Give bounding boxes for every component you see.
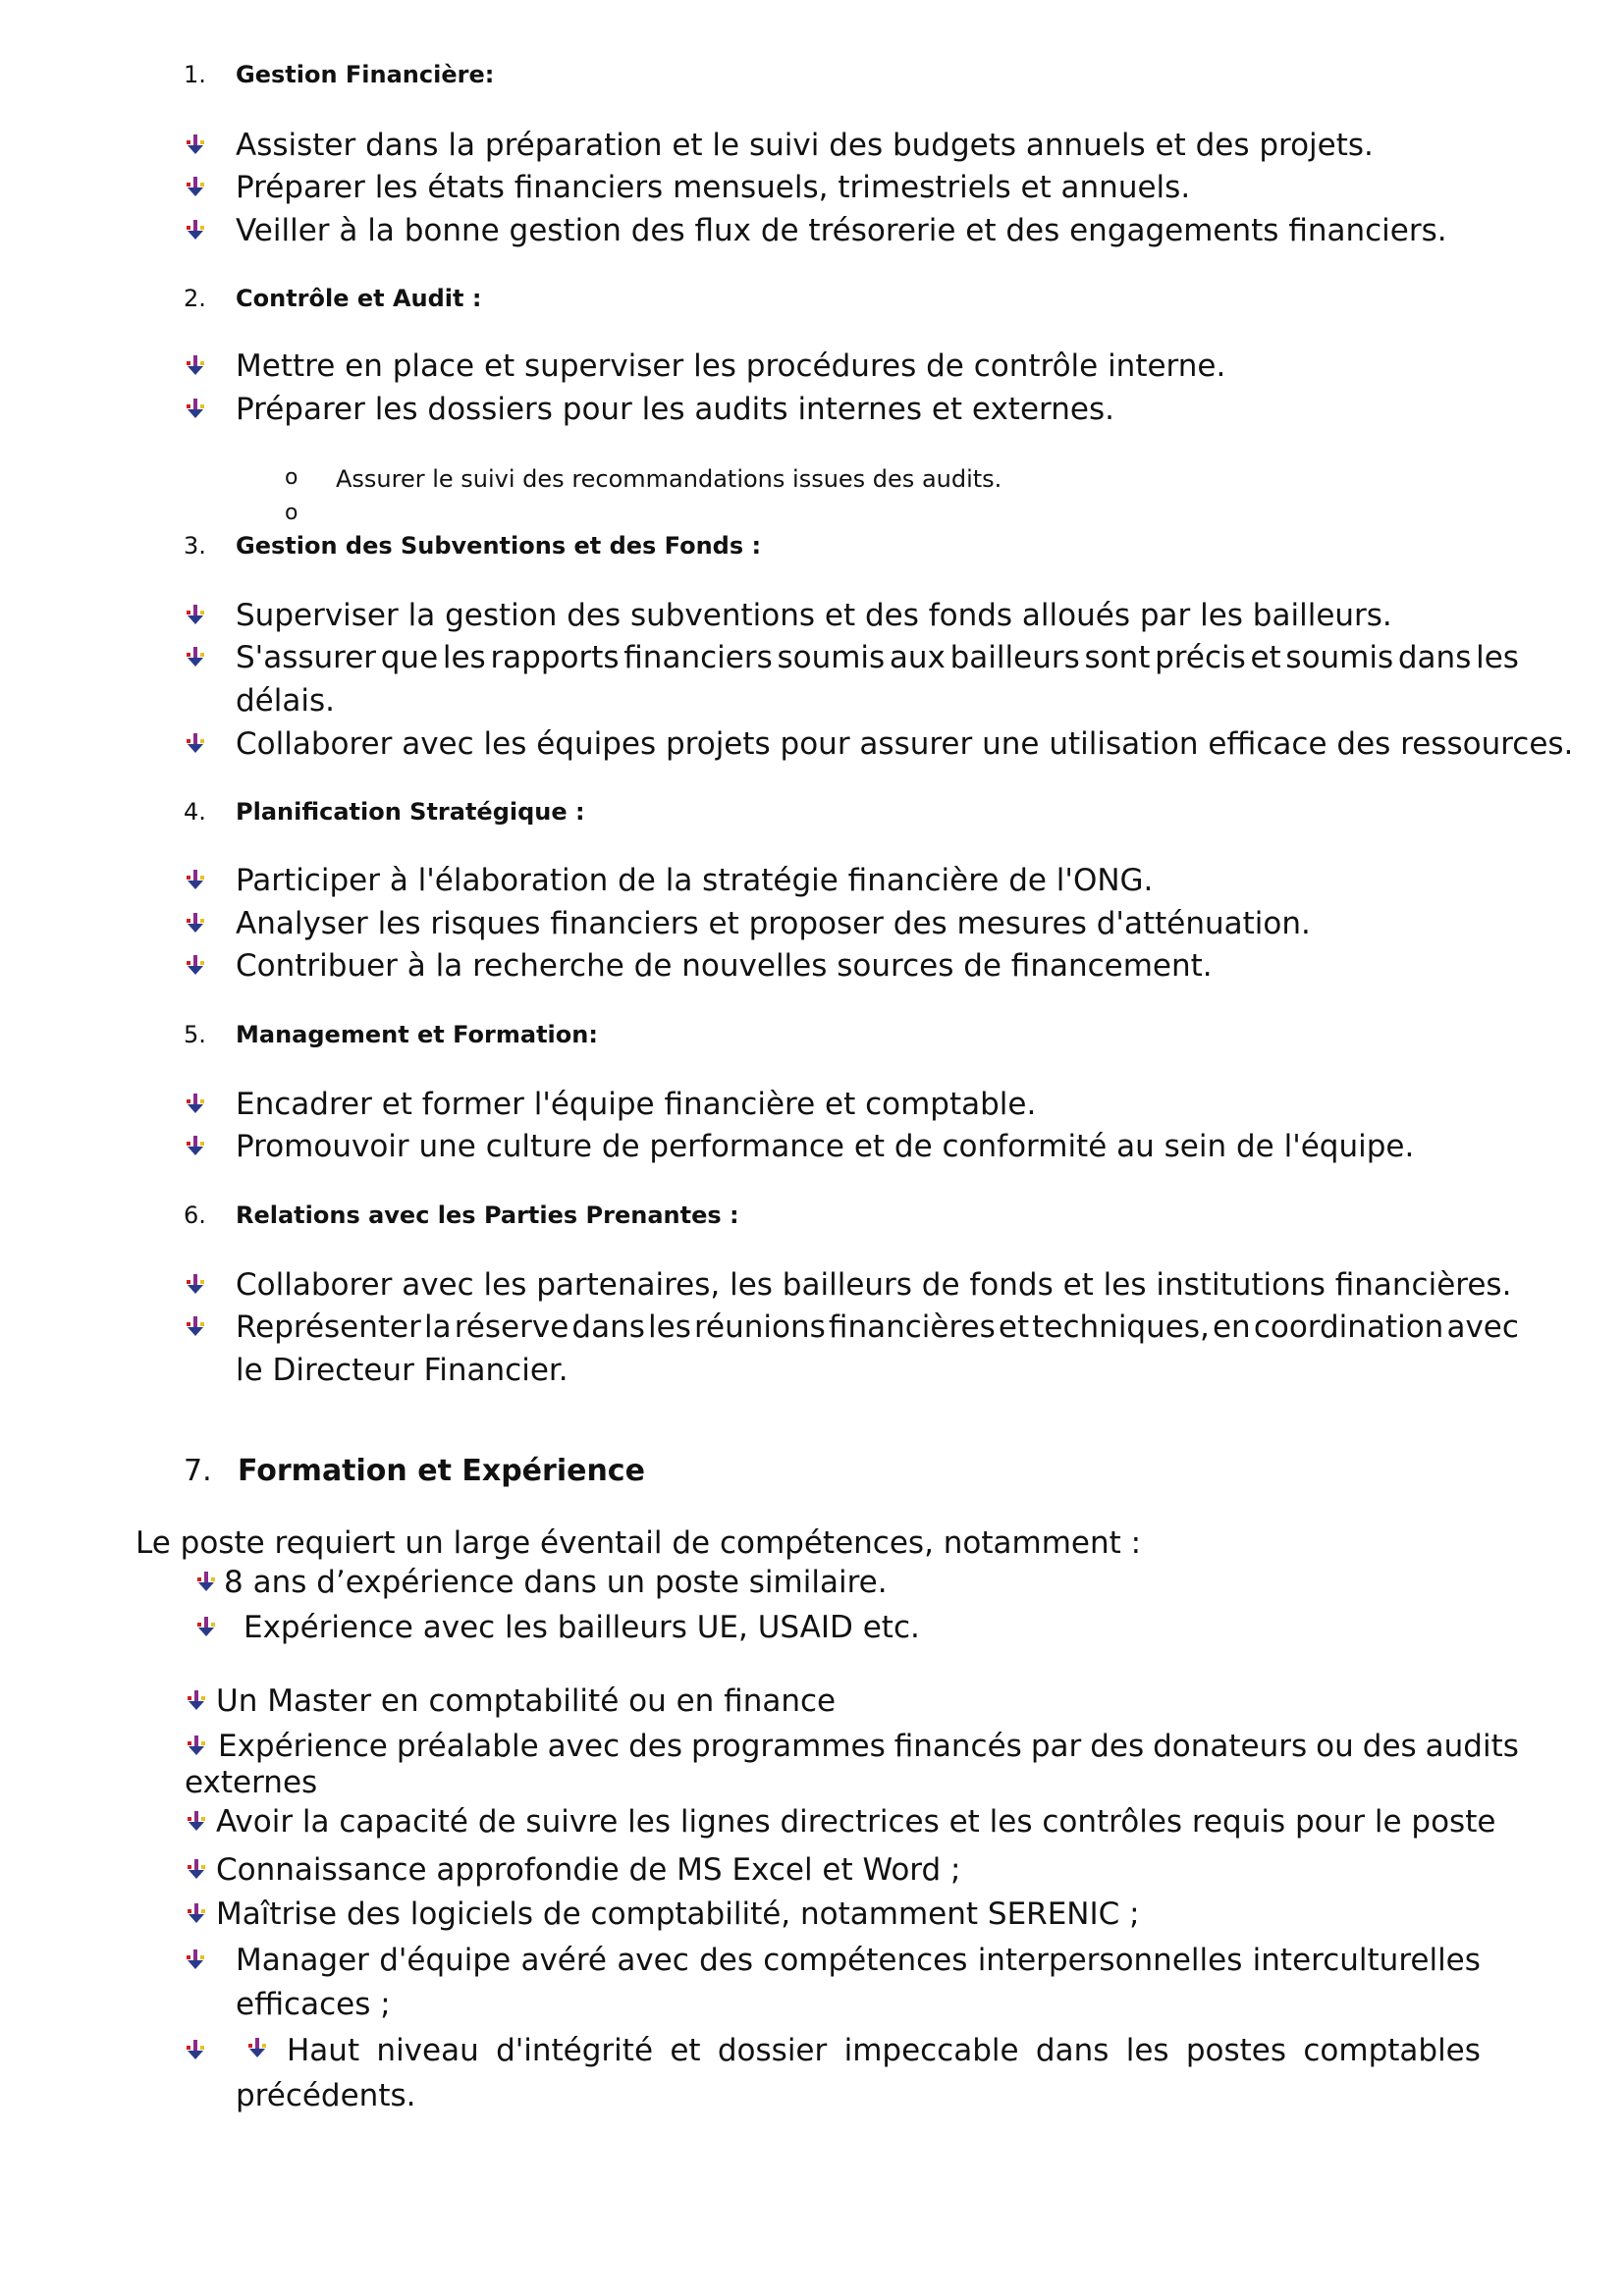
down-arrow-bullet-icon xyxy=(184,603,207,626)
list-item: Analyser les risques financiers et proposer des mesures d'atténuation. xyxy=(236,906,1311,941)
justified-word: ou xyxy=(1316,1729,1354,1764)
down-arrow-bullet-icon xyxy=(184,2038,207,2061)
list-item-continuation: le Directeur Financier. xyxy=(236,1353,568,1388)
list-item: Un Master en comptabilité ou en finance xyxy=(216,1683,837,1719)
list-item: Expérience avec les bailleurs UE, USAID etc. xyxy=(244,1610,920,1645)
down-arrow-bullet-icon xyxy=(245,2036,269,2059)
justified-word: S'assurer xyxy=(236,640,377,675)
justified-word: les xyxy=(1476,640,1519,675)
justified-word: et xyxy=(670,2033,701,2068)
down-arrow-bullet-icon xyxy=(185,1688,208,1712)
section-title: Formation et Expérience xyxy=(238,1454,645,1488)
intro-paragraph: Le poste requiert un large éventail de compétences, notamment : xyxy=(135,1525,1142,1561)
list-item: Assister dans la préparation et le suivi des budgets annuels et des projets. xyxy=(236,128,1374,163)
down-arrow-bullet-icon xyxy=(184,911,207,934)
down-arrow-bullet-icon xyxy=(185,1901,208,1925)
justified-word: aux xyxy=(889,640,946,675)
section-number: 2. xyxy=(184,285,206,312)
justified-word: avec xyxy=(1446,1309,1519,1345)
list-item: Participer à l'élaboration de la stratégie financière de l'ONG. xyxy=(236,863,1154,898)
list-item: Préparer les dossiers pour les audits internes et externes. xyxy=(236,392,1114,427)
justified-word: interpersonnelles xyxy=(977,1943,1243,1978)
justified-word: avec xyxy=(547,1729,621,1764)
justified-word: préalable xyxy=(396,1729,539,1764)
justified-word: dossier xyxy=(717,2033,828,2068)
justified-word: réunions xyxy=(693,1309,826,1345)
justified-word: compétences xyxy=(763,1943,968,1978)
justified-word: impeccable xyxy=(843,2033,1019,2068)
list-item-justified xyxy=(218,1729,1519,1764)
justified-word: financiers xyxy=(623,640,773,675)
justified-word: Représenter xyxy=(236,1309,421,1345)
list-item: Encadrer et former l'équipe financière et comptable. xyxy=(236,1087,1037,1122)
down-arrow-bullet-icon xyxy=(184,1272,207,1296)
down-arrow-bullet-icon xyxy=(194,1615,218,1638)
section-7-heading xyxy=(184,1454,645,1488)
section-5-heading xyxy=(184,1021,598,1048)
justified-word: postes xyxy=(1185,2033,1287,2068)
justified-word: techniques, xyxy=(1032,1309,1210,1345)
section-1-heading xyxy=(184,61,494,88)
justified-word: rapports xyxy=(490,640,620,675)
justified-word: financières xyxy=(828,1309,996,1345)
justified-word: programmes xyxy=(691,1729,886,1764)
down-arrow-bullet-icon xyxy=(184,868,207,891)
section-title: Contrôle et Audit : xyxy=(236,285,482,312)
section-number: 3. xyxy=(184,532,206,560)
down-arrow-bullet-icon xyxy=(185,1857,208,1881)
justified-word: des xyxy=(1362,1729,1417,1764)
list-item: Connaissance approfondie de MS Excel et Word ; xyxy=(216,1852,961,1888)
justified-word: audits xyxy=(1425,1729,1519,1764)
justified-word: sont xyxy=(1084,640,1151,675)
list-item: Collaborer avec les partenaires, les bailleurs de fonds et les institutions financières. xyxy=(236,1267,1512,1303)
list-item-justified xyxy=(236,1943,1481,1978)
section-number: 1. xyxy=(184,61,206,88)
down-arrow-bullet-icon xyxy=(184,1314,207,1338)
justified-word: les xyxy=(442,640,486,675)
justified-word: avéré xyxy=(520,1943,608,1978)
list-item: Veiller à la bonne gestion des flux de trésorerie et des engagements financiers. xyxy=(236,213,1447,248)
down-arrow-bullet-icon xyxy=(184,1092,207,1115)
section-number: 4. xyxy=(184,798,206,826)
section-number: 7. xyxy=(184,1454,212,1488)
justified-word: en xyxy=(1212,1309,1251,1345)
down-arrow-bullet-icon xyxy=(185,1734,208,1757)
justified-word: et xyxy=(998,1309,1030,1345)
down-arrow-bullet-icon xyxy=(184,175,207,198)
section-title: Management et Formation: xyxy=(236,1021,598,1048)
justified-word: soumis xyxy=(1285,640,1394,675)
section-4-heading xyxy=(184,798,585,826)
list-item: Préparer les états financiers mensuels, trimestriels et annuels. xyxy=(236,170,1191,205)
down-arrow-bullet-icon xyxy=(184,953,207,977)
justified-word: d'équipe xyxy=(379,1943,512,1978)
list-item-continuation: précédents. xyxy=(236,2078,416,2113)
list-item: Collaborer avec les équipes projets pour assurer une utilisation efficace des ressources. xyxy=(236,726,1574,762)
section-number: 6. xyxy=(184,1201,206,1229)
justified-word: Haut xyxy=(287,2033,360,2068)
down-arrow-bullet-icon xyxy=(184,133,207,156)
justified-word: par xyxy=(1030,1729,1082,1764)
justified-word: des xyxy=(1090,1729,1145,1764)
list-item-continuation: efficaces ; xyxy=(236,1987,391,2022)
section-6-heading xyxy=(184,1201,739,1229)
hollow-circle-bullet: o xyxy=(285,501,298,525)
justified-word: donateurs xyxy=(1153,1729,1308,1764)
down-arrow-bullet-icon xyxy=(184,1948,207,1971)
list-item-justified xyxy=(287,2033,1481,2068)
down-arrow-bullet-icon xyxy=(184,218,207,241)
list-item-justified xyxy=(236,1309,1519,1345)
justified-word: interculturelles xyxy=(1252,1943,1481,1978)
down-arrow-bullet-icon xyxy=(184,645,207,668)
justified-word: comptables xyxy=(1303,2033,1481,2068)
justified-word: soumis xyxy=(777,640,886,675)
list-item-justified xyxy=(236,640,1519,675)
justified-word: et xyxy=(1250,640,1281,675)
section-number: 5. xyxy=(184,1021,206,1048)
list-item: Maîtrise des logiciels de comptabilité, notamment SERENIC ; xyxy=(216,1896,1140,1932)
justified-word: coordination xyxy=(1253,1309,1444,1345)
section-title: Planification Stratégique : xyxy=(236,798,585,826)
section-2-heading xyxy=(184,285,481,312)
down-arrow-bullet-icon xyxy=(184,1134,207,1157)
justified-word: précis xyxy=(1155,640,1246,675)
list-item: Promouvoir une culture de performance et de conformité au sein de l'équipe. xyxy=(236,1129,1415,1164)
down-arrow-bullet-icon xyxy=(184,353,207,377)
justified-word: les xyxy=(1125,2033,1169,2068)
justified-word: des xyxy=(628,1729,683,1764)
list-item: Avoir la capacité de suivre les lignes directrices et les contrôles requis pour le poste xyxy=(216,1804,1496,1840)
justified-word: dans xyxy=(571,1309,645,1345)
list-item-continuation: délais. xyxy=(236,683,335,719)
list-item: Mettre en place et superviser les procédures de contrôle interne. xyxy=(236,348,1226,384)
down-arrow-bullet-icon xyxy=(184,731,207,755)
down-arrow-bullet-icon xyxy=(185,1809,208,1833)
list-item: Contribuer à la recherche de nouvelles sources de financement. xyxy=(236,948,1213,984)
list-item-continuation: externes xyxy=(185,1765,318,1800)
list-item: 8 ans d’expérience dans un poste similaire. xyxy=(224,1565,888,1600)
hollow-circle-bullet: o xyxy=(285,465,298,490)
section-3-heading xyxy=(184,532,761,560)
section-title: Gestion des Subventions et des Fonds : xyxy=(236,532,762,560)
justified-word: bailleurs xyxy=(949,640,1080,675)
justified-word: dans xyxy=(1035,2033,1110,2068)
justified-word: niveau xyxy=(376,2033,479,2068)
down-arrow-bullet-icon xyxy=(194,1570,218,1593)
justified-word: d'intégrité xyxy=(496,2033,654,2068)
justified-word: Manager xyxy=(236,1943,369,1978)
justified-word: dans xyxy=(1397,640,1472,675)
justified-word: réserve xyxy=(454,1309,569,1345)
justified-word: financés xyxy=(893,1729,1022,1764)
justified-word: la xyxy=(424,1309,452,1345)
justified-word: les xyxy=(648,1309,691,1345)
section-title: Relations avec les Parties Prenantes : xyxy=(236,1201,739,1229)
justified-word: avec xyxy=(617,1943,689,1978)
justified-word: que xyxy=(380,640,439,675)
sub-list-item: Assurer le suivi des recommandations issues des audits. xyxy=(336,465,1002,493)
down-arrow-bullet-icon xyxy=(184,397,207,420)
list-item: Superviser la gestion des subventions et des fonds alloués par les bailleurs. xyxy=(236,598,1392,633)
justified-word: Expérience xyxy=(218,1729,388,1764)
section-title: Gestion Financière: xyxy=(236,61,495,88)
justified-word: des xyxy=(699,1943,753,1978)
